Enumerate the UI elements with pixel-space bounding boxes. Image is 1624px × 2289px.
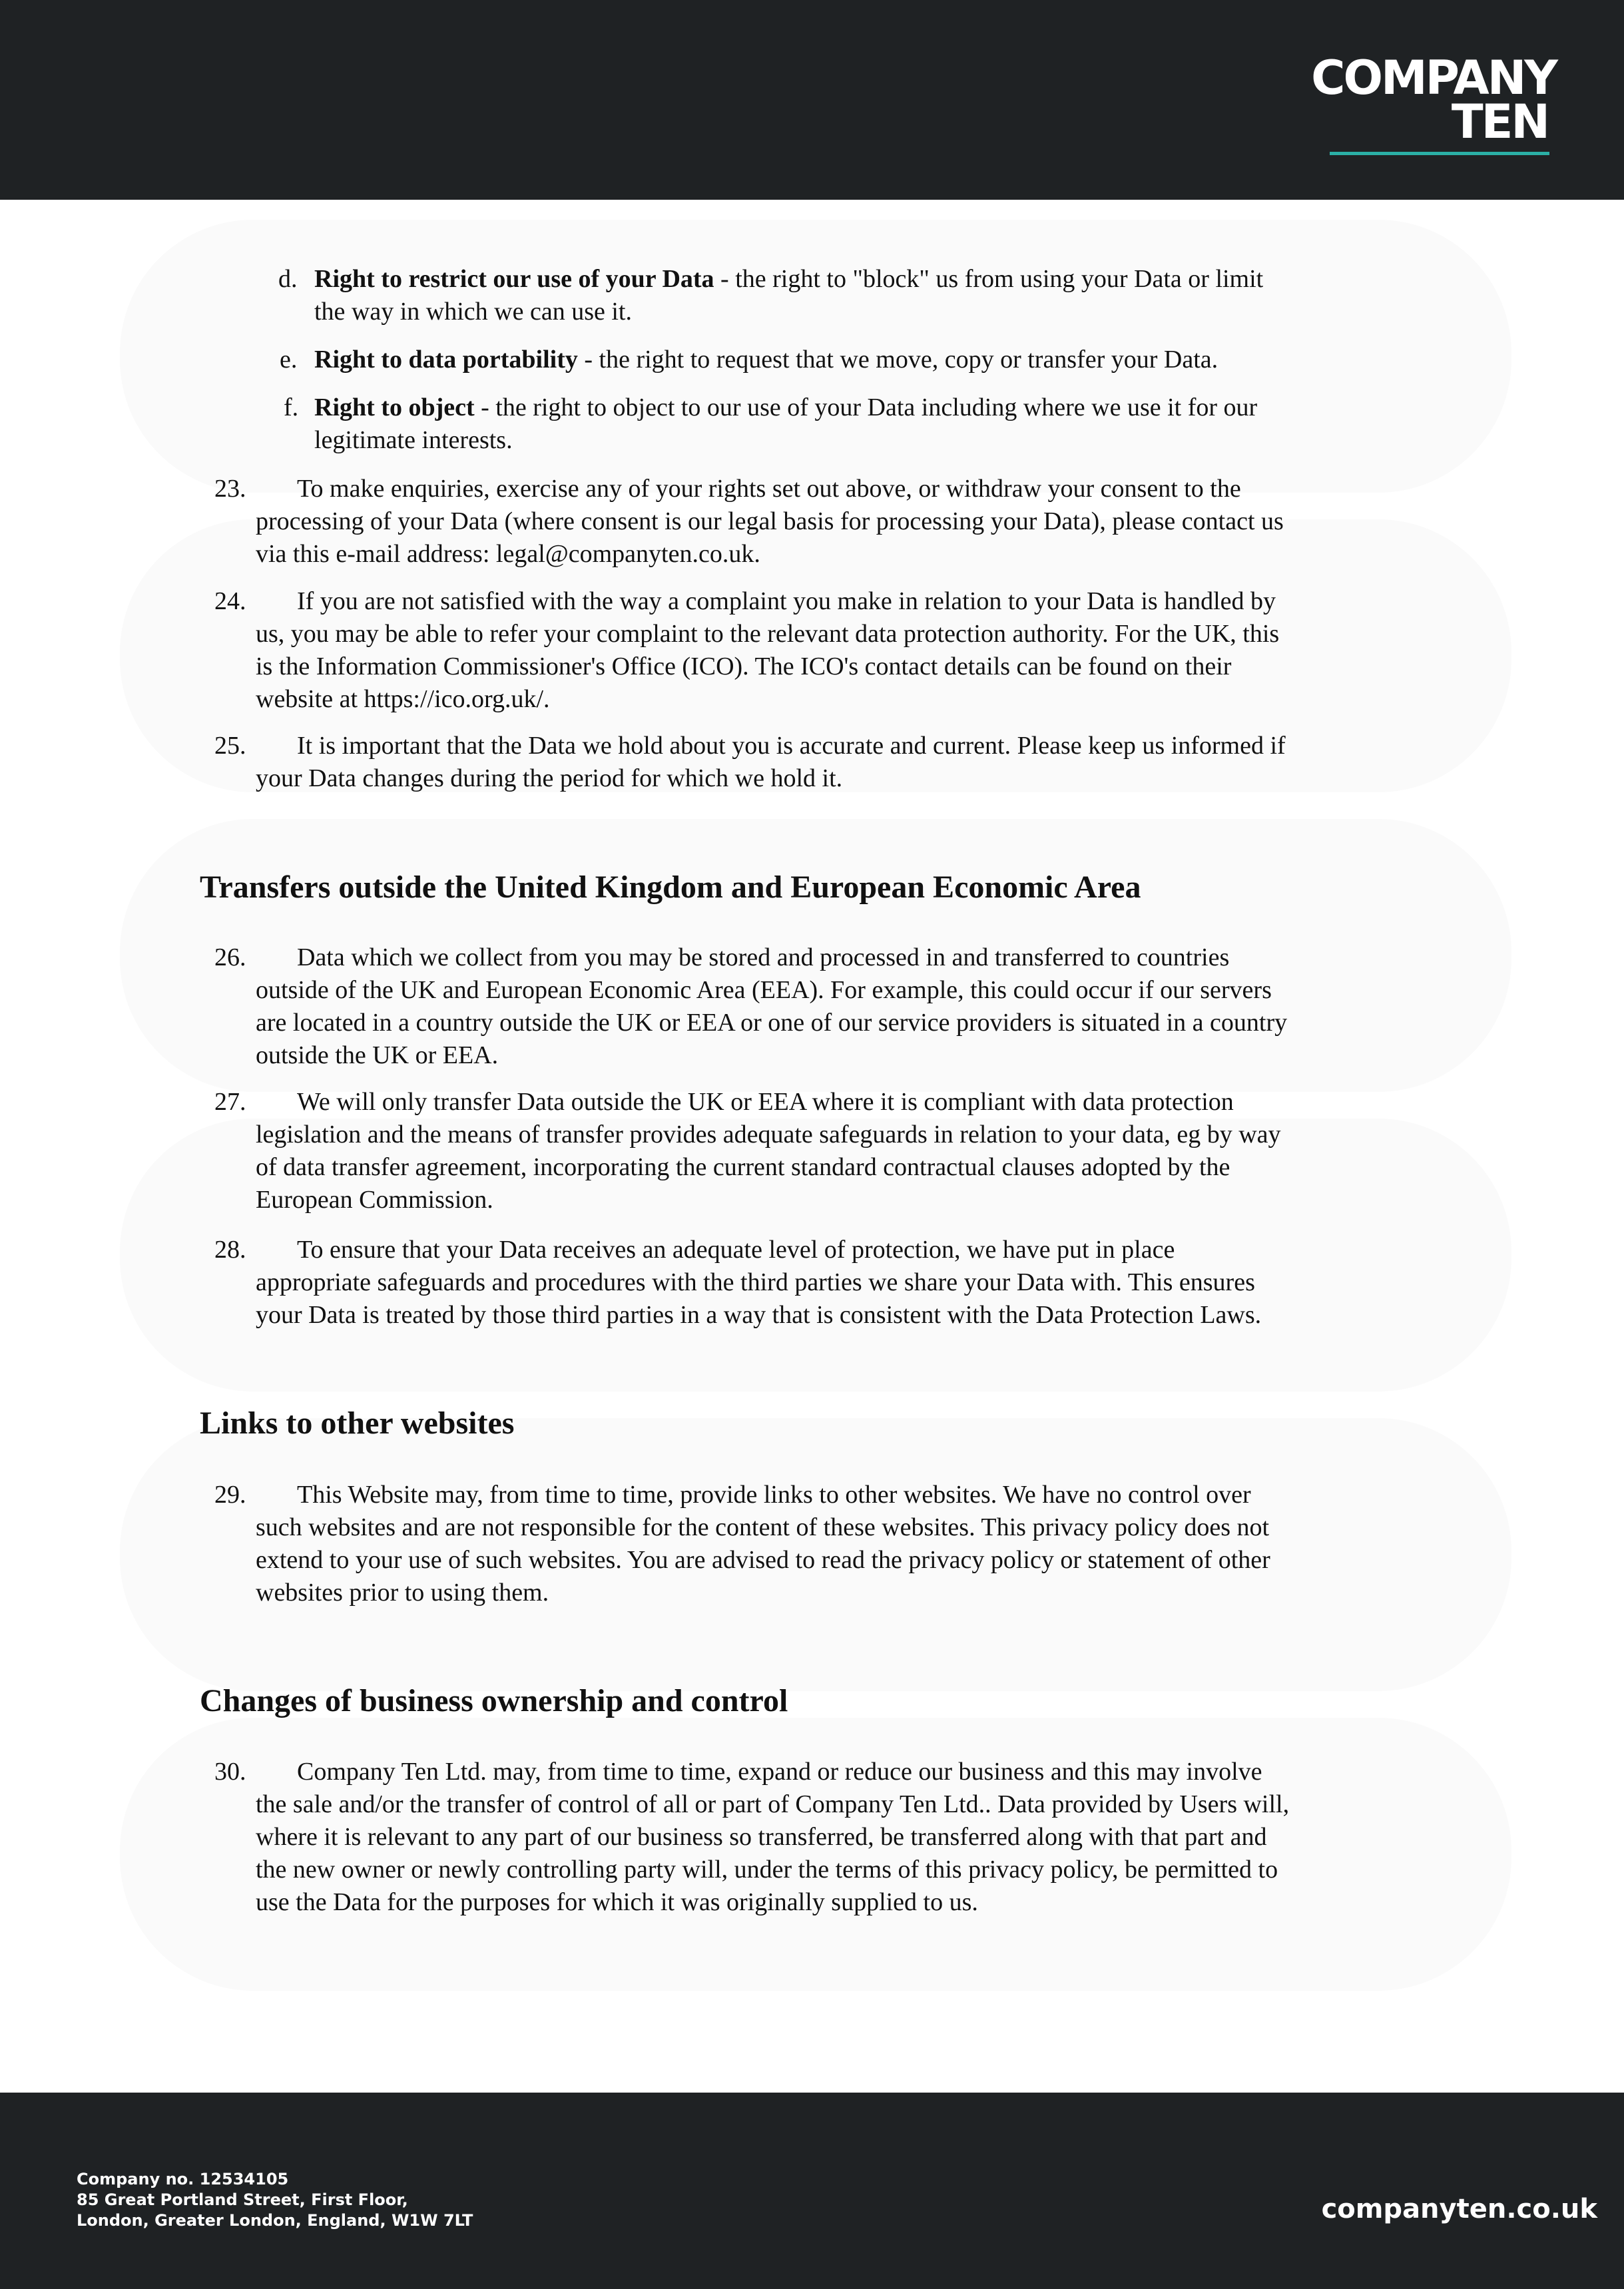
paragraph-line: is the Information Commissioner's Office (ICO). The ICO's contact details can be found on their	[256, 652, 1232, 680]
paragraph-line: of data transfer agreement, incorporating the current standard contractual clauses adopted by the	[256, 1153, 1230, 1181]
numbered-paragraph	[214, 730, 1446, 796]
paragraph-line: your Data changes during the period for which we hold it.	[256, 764, 843, 792]
paragraph-line: appropriate safeguards and procedures with the third parties we share your Data with. This ensures	[256, 1268, 1255, 1296]
company-address	[77, 2169, 473, 2231]
list-item-letter: f.	[284, 393, 299, 421]
paragraph-line: where it is relevant to any part of our business so transferred, be transferred along with that part and	[256, 1823, 1267, 1851]
paragraph-line: the new owner or newly controlling party will, under the terms of this privacy policy, be permitted to	[256, 1856, 1278, 1884]
paragraph-line: To make enquiries, exercise any of your rights set out above, or withdraw your consent to the	[297, 475, 1241, 503]
list-item-letter: d.	[278, 265, 298, 293]
paragraph-number: 29.	[214, 1481, 246, 1509]
paragraph-line: your Data is treated by those third parties in a way that is consistent with the Data Protection Laws.	[256, 1301, 1262, 1329]
paragraph-line: To ensure that your Data receives an adequate level of protection, we have put in place	[297, 1236, 1175, 1264]
paragraph-line: outside of the UK and European Economic Area (EEA). For example, this could occur if our servers	[256, 976, 1272, 1004]
list-item-bold: Right to restrict our use of your Data	[314, 265, 714, 293]
section-heading: Links to other websites	[200, 1405, 515, 1441]
numbered-paragraph	[214, 1234, 1446, 1334]
list-item	[0, 344, 1624, 376]
paragraph-line: are located in a country outside the UK or EEA or one of our service providers is situated in a country	[256, 1009, 1288, 1037]
list-item	[0, 263, 1624, 328]
paragraph-line: the sale and/or the transfer of control of all or part of Company Ten Ltd.. Data provided by Users will,	[256, 1790, 1290, 1818]
numbered-paragraph	[214, 1756, 1466, 1922]
paragraph-number: 27.	[214, 1088, 246, 1116]
paragraph-number: 30.	[214, 1758, 246, 1786]
list-item-text: - the right to "block" us from using your Data or limit	[714, 265, 1264, 293]
logo-line-2: TEN	[1451, 95, 1548, 149]
list-item-text-continued: legitimate interests.	[314, 426, 513, 454]
paragraph-line: use the Data for the purposes for which it was originally supplied to us.	[256, 1888, 978, 1916]
paragraph-line: via this e-mail address: legal@companyten.co.uk.	[256, 540, 760, 568]
numbered-paragraph	[214, 1479, 1446, 1612]
list-item-bold: Right to data portability	[314, 346, 578, 374]
paragraph-number: 28.	[214, 1236, 246, 1264]
page-footer	[0, 2093, 1624, 2289]
company-number: Company no. 12534105	[77, 2170, 289, 2188]
paragraph-line: extend to your use of such websites. You are advised to read the privacy policy or statement of other	[256, 1546, 1270, 1574]
paragraph-line: Company Ten Ltd. may, from time to time, expand or reduce our business and this may involve	[297, 1758, 1262, 1786]
address-line: London, Greater London, England, W1W 7LT	[77, 2211, 473, 2230]
paragraph-number: 25.	[214, 732, 246, 760]
list-item-text-continued: the way in which we can use it.	[314, 298, 632, 326]
list-item-text: - the right to object to our use of your Data including where we use it for our	[474, 393, 1258, 421]
numbered-paragraph	[214, 473, 1446, 573]
paragraph-line: European Commission.	[256, 1186, 493, 1214]
list-item-letter: e.	[280, 346, 298, 374]
paragraph-line: outside the UK or EEA.	[256, 1041, 499, 1069]
paragraph-line: This Website may, from time to time, provide links to other websites. We have no control over	[297, 1481, 1251, 1509]
numbered-paragraph	[214, 1086, 1446, 1219]
list-item-text: - the right to request that we move, copy or transfer your Data.	[577, 346, 1218, 374]
website-link[interactable]: companyten.co.uk	[1321, 2194, 1597, 2224]
logo-line-1: COMPANY	[1311, 51, 1556, 105]
paragraph-line: If you are not satisfied with the way a complaint you make in relation to your Data is handled by	[297, 587, 1276, 615]
paragraph-number: 23.	[214, 475, 246, 503]
paragraph-line: We will only transfer Data outside the UK or EEA where it is compliant with data protection	[297, 1088, 1234, 1116]
paragraph-line: Data which we collect from you may be stored and processed in and transferred to countries	[297, 943, 1230, 971]
section-heading: Changes of business ownership and control	[200, 1683, 788, 1718]
address-line: 85 Great Portland Street, First Floor,	[77, 2190, 408, 2209]
paragraph-line: website at https://ico.org.uk/.	[256, 685, 550, 713]
numbered-paragraph	[214, 585, 1446, 718]
paragraph-line: It is important that the Data we hold about you is accurate and current. Please keep us informed if	[297, 732, 1286, 760]
paragraph-line: websites prior to using them.	[256, 1579, 549, 1607]
paragraph-line: processing of your Data (where consent is our legal basis for processing your Data), please contact us	[256, 507, 1284, 535]
numbered-paragraph	[214, 941, 1446, 1075]
paragraph-line: us, you may be able to refer your complaint to the relevant data protection authority. For the UK, this	[256, 620, 1280, 648]
list-item-bold: Right to object	[314, 393, 475, 421]
paragraph-number: 24.	[214, 587, 246, 615]
section-heading: Transfers outside the United Kingdom and European Economic Area	[200, 870, 1141, 905]
paragraph-line: such websites and are not responsible for the content of these websites. This privacy policy does not	[256, 1513, 1270, 1541]
list-item	[0, 391, 1624, 457]
paragraph-number: 26.	[214, 943, 246, 971]
paragraph-line: legislation and the means of transfer provides adequate safeguards in relation to your data, eg by way	[256, 1121, 1281, 1148]
